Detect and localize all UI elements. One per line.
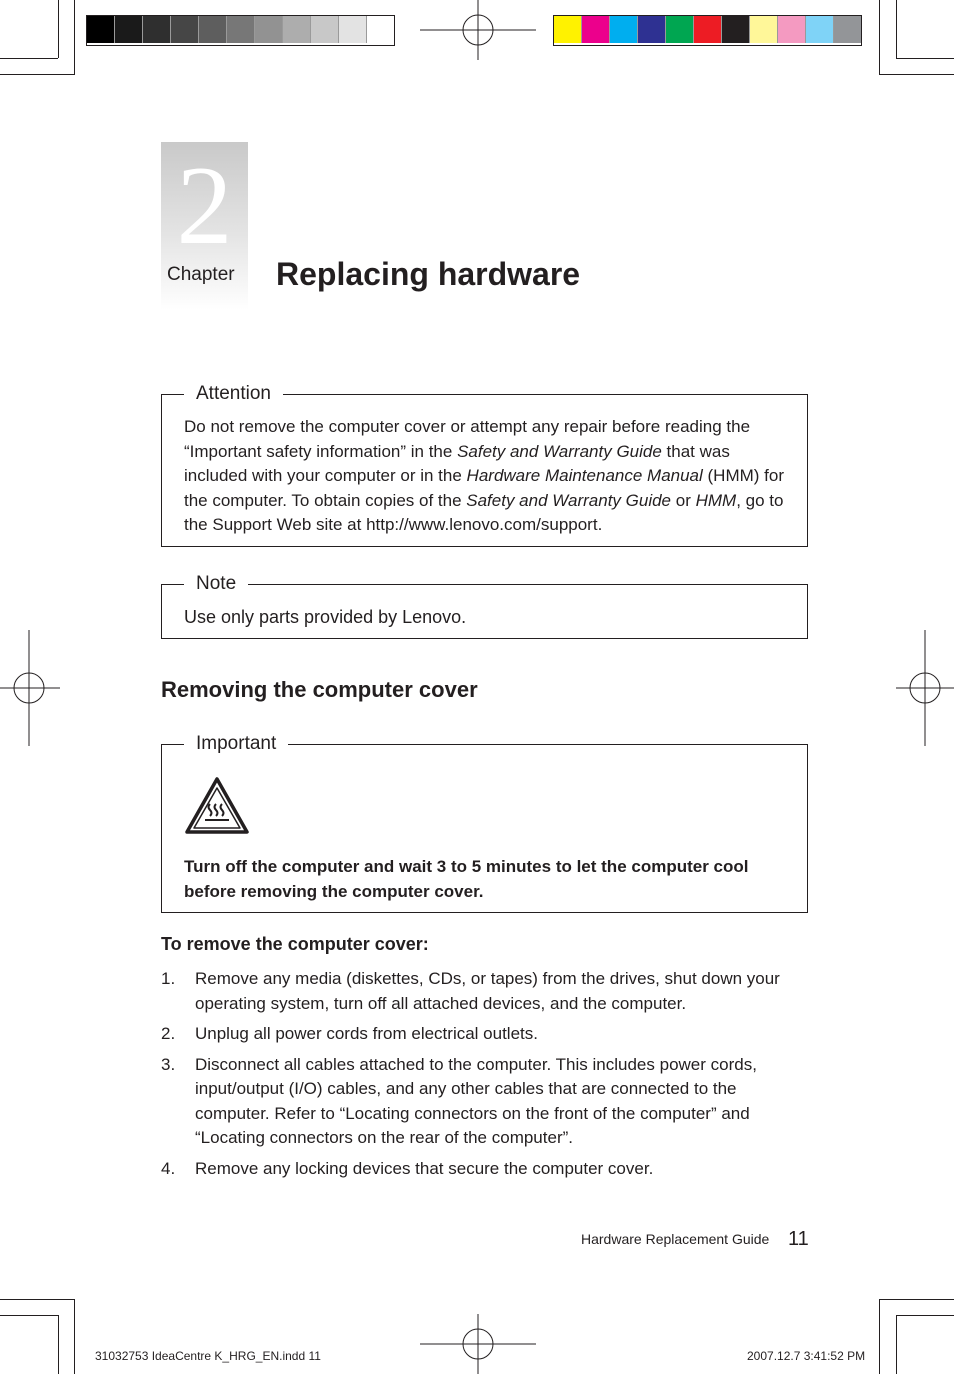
color-swatch xyxy=(367,16,394,43)
step-number: 1. xyxy=(161,969,176,988)
attention-text: Do not remove the computer cover or attempt any repair before reading the “Important safety information” in the Safety and Warranty Guide that was included with your computer or in the Hardware Maintenance Manual (HMM) for the computer. To obtain copies of the Safety and Warranty Guide or HMM, go to the Support Web site at http://www.lenovo.com/support. xyxy=(184,417,785,534)
list-item xyxy=(161,1053,811,1151)
step-number: 4. xyxy=(161,1158,176,1178)
chapter-title: Replacing hardware xyxy=(276,256,581,292)
chapter-label: Chapter xyxy=(167,264,235,285)
note-box xyxy=(161,573,808,639)
page-number: 11 xyxy=(788,1228,809,1250)
color-swatch xyxy=(87,16,115,43)
color-swatch xyxy=(115,16,143,43)
list-item xyxy=(161,1157,811,1182)
step-number: 3. xyxy=(161,1054,176,1074)
chapter-number: 2 xyxy=(176,144,233,268)
color-swatch xyxy=(638,16,666,43)
color-swatch xyxy=(171,16,199,43)
slug-filename: 31032753 IdeaCentre K_HRG_EN.indd 11 xyxy=(95,1349,321,1363)
list-item xyxy=(161,1022,811,1047)
process-color-bar xyxy=(553,15,862,46)
color-swatch xyxy=(722,16,750,43)
note-text: Use only parts provided by Lenovo. xyxy=(184,607,467,627)
section-heading: Removing the computer cover xyxy=(161,677,478,702)
color-swatch xyxy=(199,16,227,43)
color-swatch xyxy=(283,16,311,43)
footer-guide-title: Hardware Replacement Guide xyxy=(581,1231,770,1247)
color-swatch xyxy=(694,16,722,43)
attention-legend: Attention xyxy=(184,382,283,406)
color-swatch xyxy=(750,16,778,43)
color-swatch xyxy=(666,16,694,43)
registration-mark-top xyxy=(420,0,536,60)
color-swatch xyxy=(582,16,610,43)
color-swatch xyxy=(255,16,283,43)
important-text: Turn off the computer and wait 3 to 5 minutes to let the computer cool before removing the computer cover. xyxy=(184,857,749,901)
color-swatch xyxy=(339,16,367,43)
note-legend: Note xyxy=(184,572,248,596)
color-swatch xyxy=(610,16,638,43)
grayscale-color-bar xyxy=(86,15,395,46)
color-swatch xyxy=(554,16,582,43)
color-swatch xyxy=(227,16,255,43)
color-swatch xyxy=(311,16,339,43)
procedure-steps xyxy=(161,967,811,1187)
important-box xyxy=(161,733,808,913)
slug-timestamp: 2007.12.7 3:41:52 PM xyxy=(747,1349,866,1363)
registration-mark-left xyxy=(0,630,60,746)
list-item xyxy=(161,967,811,1016)
step-number: 2. xyxy=(161,1024,176,1043)
color-swatch xyxy=(806,16,834,43)
color-swatch xyxy=(143,16,171,43)
registration-mark-bottom xyxy=(420,1314,536,1374)
hot-surface-warning-icon xyxy=(184,776,250,836)
step-text: Remove any media (diskettes, CDs, or tapes) from the drives, shut down your operating system, turn off all attached devices, and the computer. xyxy=(195,969,780,1013)
step-text: Disconnect all cables attached to the computer. This includes power cords, input/output (I/O) cables, and any other cables that are connected to the computer. Refer to “Locating connectors on the front of the computer” and “Locating connectors on the rear of the computer”. xyxy=(195,1054,757,1147)
attention-box xyxy=(161,383,808,547)
color-swatch xyxy=(834,16,861,43)
color-swatch xyxy=(778,16,806,43)
registration-mark-right xyxy=(896,630,954,746)
step-text: Unplug all power cords from electrical outlets. xyxy=(195,1024,538,1043)
important-legend: Important xyxy=(184,732,288,756)
step-text: Remove any locking devices that secure the computer cover. xyxy=(195,1158,654,1178)
procedure-heading: To remove the computer cover: xyxy=(161,934,429,954)
